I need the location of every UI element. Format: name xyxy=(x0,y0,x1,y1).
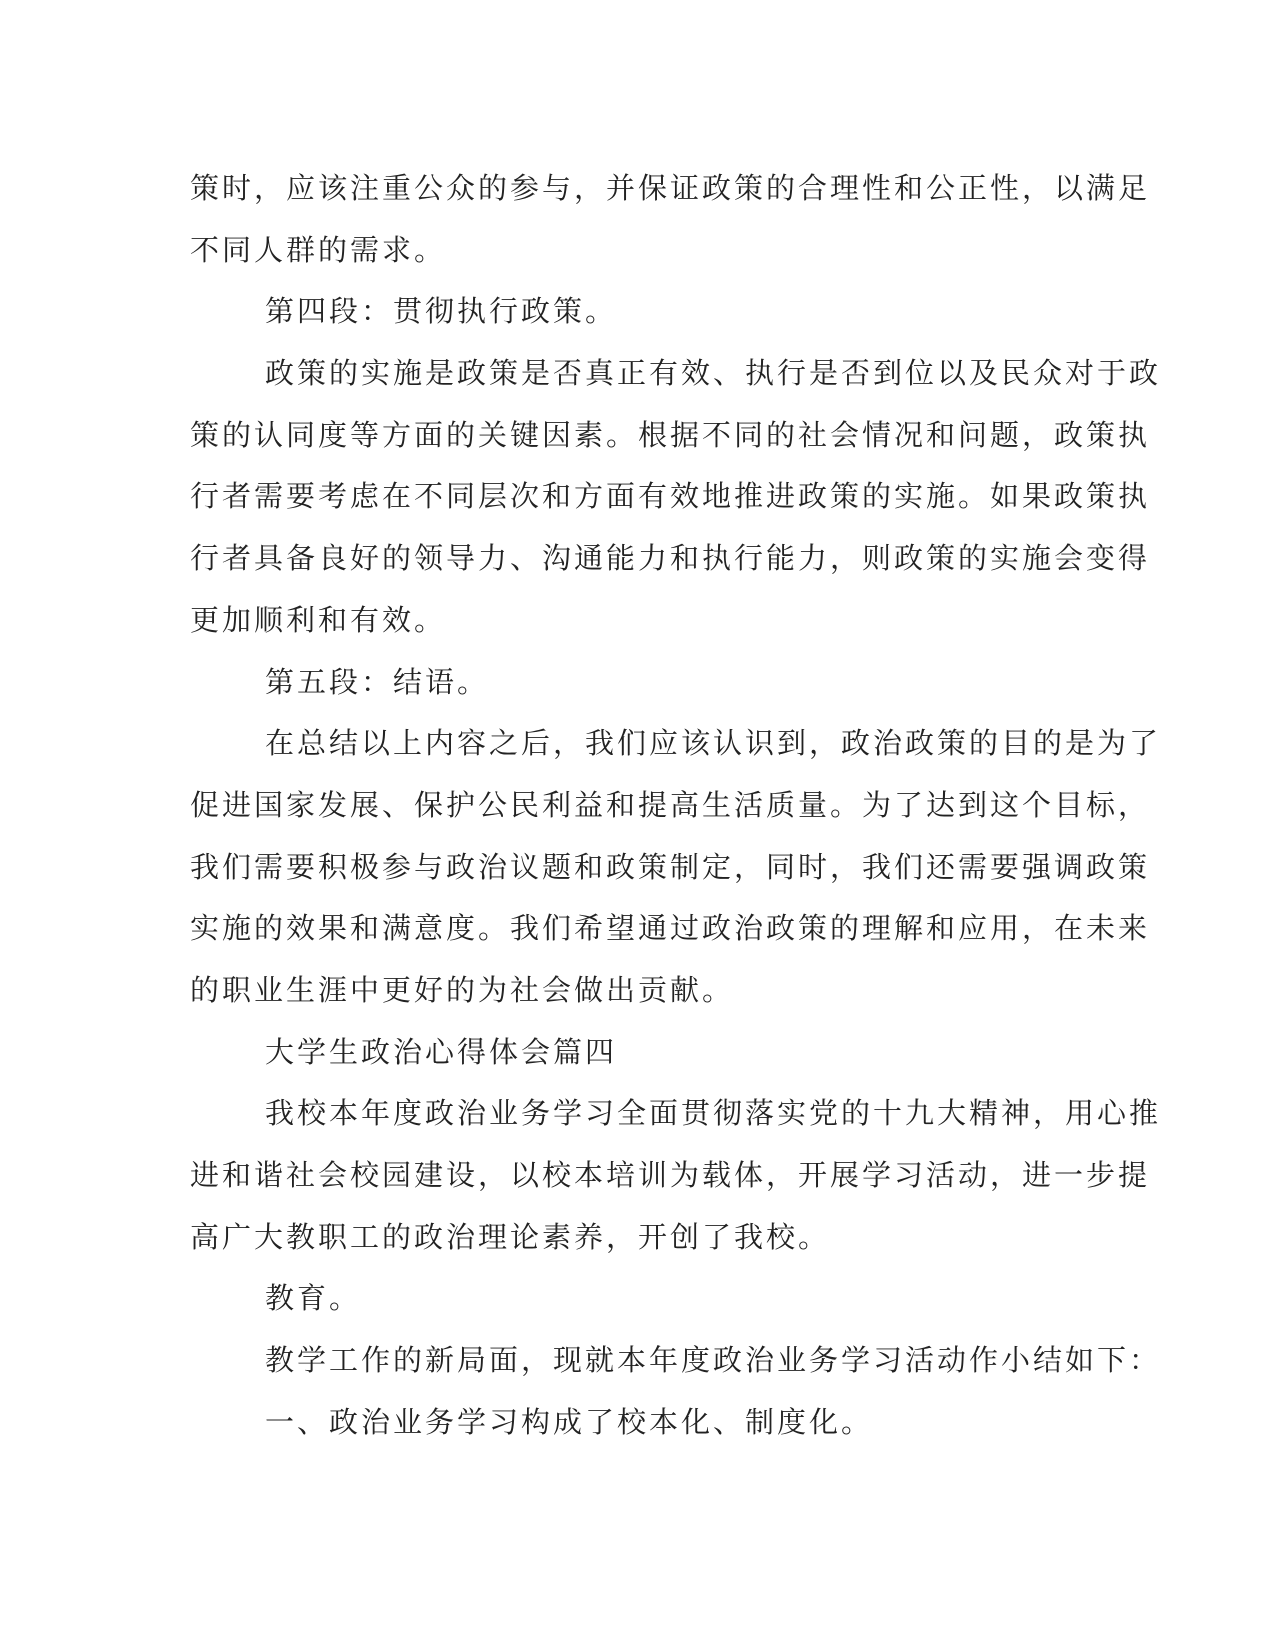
text-line: 进和谐社会校园建设，以校本培训为载体，开展学习活动，进一步提 xyxy=(190,1158,1151,1192)
section-heading-4: 第四段：贯彻执行政策。 xyxy=(265,294,618,329)
text-line: 政策的实施是政策是否真正有效、执行是否到位以及民众对于政 xyxy=(265,356,1162,391)
section-heading-5: 第五段：结语。 xyxy=(265,664,490,699)
text-line: 不同人群的需求。 xyxy=(190,232,447,267)
text-line: 实施的效果和满意度。我们希望通过政治政策的理解和应用，在未来 xyxy=(190,911,1151,946)
text-line: 我校本年度政治业务学习全面贯彻落实党的十九大精神，用心推 xyxy=(265,1096,1162,1131)
text-line: 策时，应该注重公众的参与，并保证政策的合理性和公正性，以满足 xyxy=(190,171,1151,205)
text-line: 行者需要考虑在不同层次和方面有效地推进政策的实施。如果政策执 xyxy=(190,479,1151,514)
article-title: 大学生政治心得体会篇四 xyxy=(265,1034,618,1069)
text-line: 在总结以上内容之后，我们应该认识到，政治政策的目的是为了 xyxy=(265,726,1162,761)
text-line: 策的认同度等方面的关键因素。根据不同的社会情况和问题，政策执 xyxy=(190,417,1151,452)
text-line: 教育。 xyxy=(265,1281,362,1316)
document-body xyxy=(190,158,1162,1453)
list-item-heading: 一、政治业务学习构成了校本化、制度化。 xyxy=(265,1404,874,1439)
text-line: 促进国家发展、保护公民利益和提高生活质量。为了达到这个目标， xyxy=(190,787,1151,822)
text-line: 高广大教职工的政治理论素养，开创了我校。 xyxy=(190,1219,831,1254)
text-line: 行者具备良好的领导力、沟通能力和执行能力，则政策的实施会变得 xyxy=(190,541,1151,576)
text-line: 我们需要积极参与政治议题和政策制定，同时，我们还需要强调政策 xyxy=(190,849,1151,884)
text-line: 的职业生涯中更好的为社会做出贡献。 xyxy=(190,972,735,1007)
text-line: 教学工作的新局面，现就本年度政治业务学习活动作小结如下： xyxy=(265,1343,1162,1378)
text-line: 更加顺利和有效。 xyxy=(190,602,447,637)
